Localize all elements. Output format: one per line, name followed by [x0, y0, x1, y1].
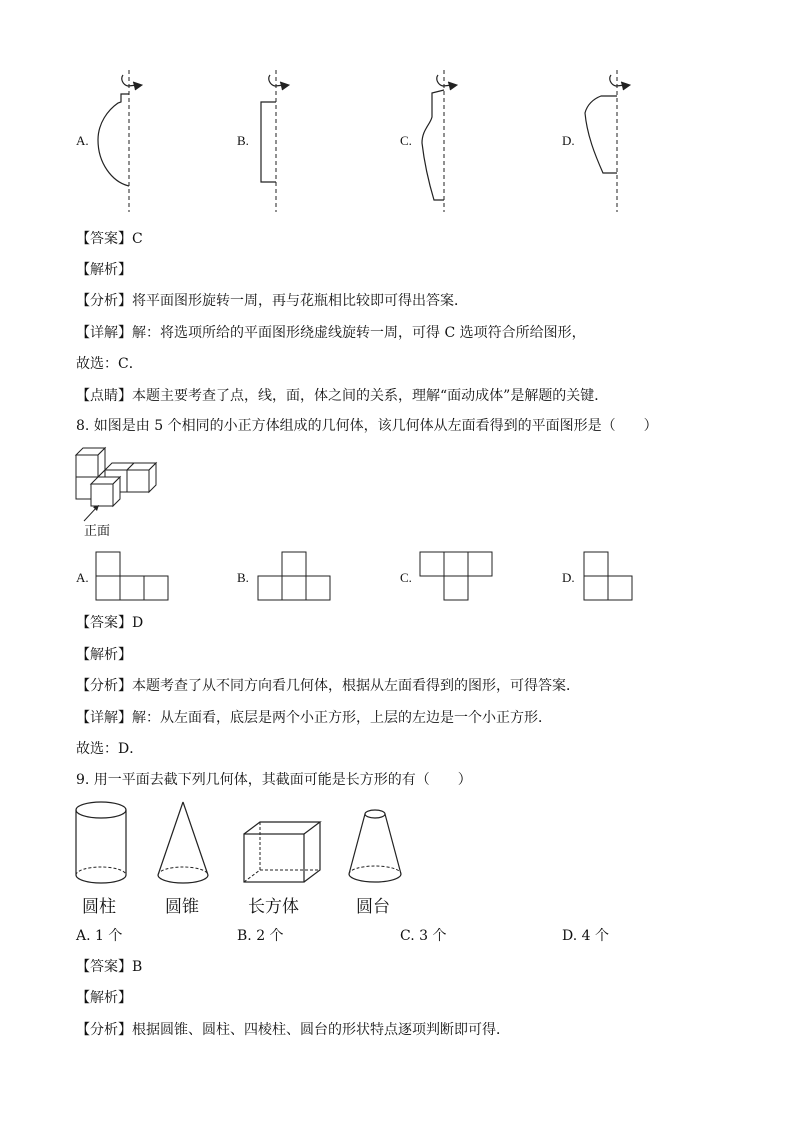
- q7-fenxi: 【分析】将平面图形旋转一周，再与花瓶相比较即可得出答案．: [76, 293, 468, 309]
- q8-option-b-label: B.: [237, 570, 249, 585]
- q8-option-b-figure: [258, 552, 338, 602]
- q9-option-c: C. 3 个: [400, 928, 447, 944]
- q7-guxuan: 故选：C．: [76, 356, 143, 372]
- cuboid-figure: [242, 820, 326, 886]
- q8-option-c-label: C.: [400, 570, 412, 585]
- q8-answer: 【答案】D: [76, 615, 144, 631]
- q8-option-d-figure: [584, 552, 644, 602]
- q7-option-a-label: A.: [76, 133, 89, 148]
- cylinder-figure: [74, 800, 130, 890]
- cuboid-caption: 长方体: [248, 897, 299, 917]
- q9-answer: 【答案】B: [76, 959, 143, 975]
- q9-analysis-heading: 【解析】: [76, 990, 132, 1006]
- q8-option-a-figure: [96, 552, 176, 602]
- q7-analysis-heading: 【解析】: [76, 262, 132, 278]
- q7-answer: 【答案】C: [76, 231, 143, 247]
- q8-cube-figure: [74, 445, 164, 525]
- q7-option-b-label: B.: [237, 133, 249, 148]
- q8-guxuan: 故选：D．: [76, 741, 144, 757]
- q9-option-b: B. 2 个: [237, 928, 284, 944]
- frustum-figure: [346, 808, 406, 888]
- q8-option-a-label: A.: [76, 570, 89, 585]
- q7-figure-d: [575, 65, 645, 215]
- q8-front-label: 正面: [84, 524, 111, 539]
- q7-figure-c: [412, 65, 482, 215]
- q8-stem: 8. 如图是由 5 个相同的小正方体组成的几何体，该几何体从左面看得到的平面图形是（ ）: [76, 418, 658, 434]
- q8-analysis-heading: 【解析】: [76, 647, 132, 663]
- q7-figure-a: [90, 65, 160, 215]
- q7-dianjing: 【点睛】本题主要考查了点，线，面，体之间的关系，理解“面动成体”是解题的关键．: [76, 388, 609, 404]
- q9-option-d: D. 4 个: [562, 928, 609, 944]
- q7-option-c-label: C.: [400, 133, 412, 148]
- cone-figure: [155, 800, 211, 890]
- q8-xiangjie: 【详解】解：从左面看，底层是两个小正方形，上层的左边是一个小正方形．: [76, 710, 552, 726]
- q7-figure-b: [250, 65, 320, 215]
- cone-caption: 圆锥: [165, 897, 199, 917]
- q8-option-d-label: D.: [562, 570, 575, 585]
- q8-option-c-figure: [420, 552, 500, 602]
- frustum-caption: 圆台: [356, 897, 390, 917]
- q8-fenxi: 【分析】本题考查了从不同方向看几何体，根据从左面看得到的图形，可得答案．: [76, 678, 580, 694]
- cylinder-caption: 圆柱: [82, 897, 116, 917]
- q9-option-a: A. 1 个: [76, 928, 123, 944]
- q9-stem: 9. 用一平面去截下列几何体，其截面可能是长方形的有（ ）: [76, 772, 472, 788]
- q7-option-d-label: D.: [562, 133, 575, 148]
- q7-xiangjie: 【详解】解：将选项所给的平面图形绕虚线旋转一周，可得 C 选项符合所给图形，: [76, 325, 586, 341]
- q9-fenxi: 【分析】根据圆锥、圆柱、四棱柱、圆台的形状特点逐项判断即可得．: [76, 1022, 510, 1038]
